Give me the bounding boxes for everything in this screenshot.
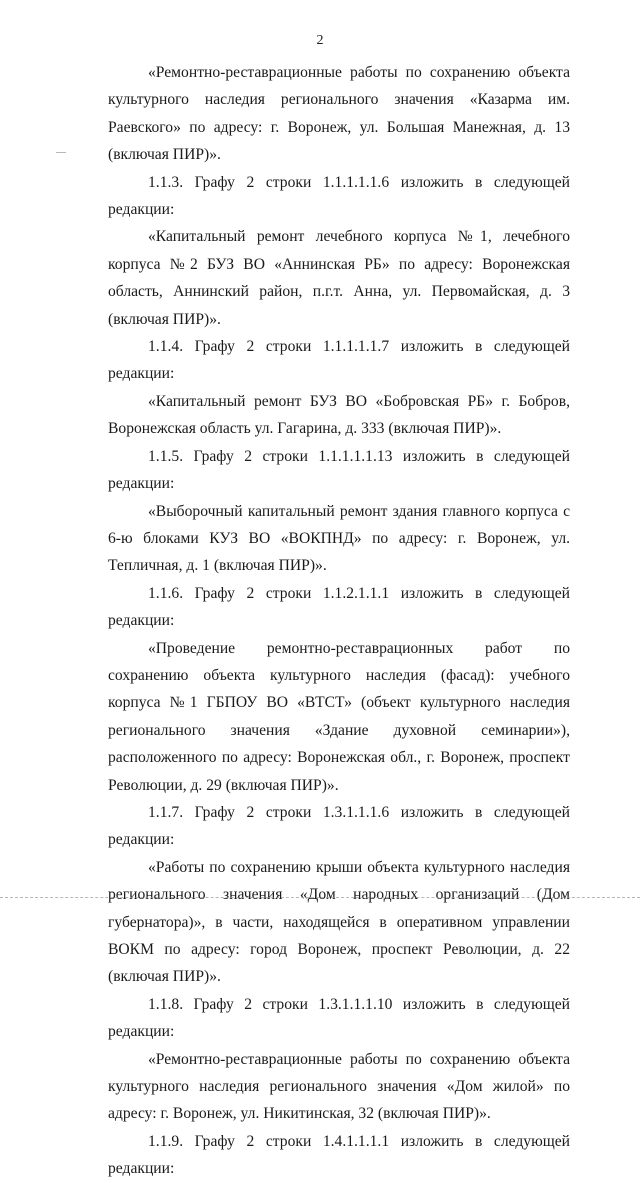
paragraph-item-1-1-3: 1.1.3. Графу 2 строки 1.1.1.1.1.6 изложить в следующей редакции:: [108, 173, 570, 219]
paragraph-quote-governor-house: «Работы по сохранению крыши объекта культурного наследия регионального значения «Дом народных организаций (Дом губернатора)», в части, находящейся в оперативном управлении ВОКМ по адресу: город Воронеж, проспект Революции, д. 22 (включая ПИР)».: [108, 858, 570, 986]
paragraph-quote-kazarma-raevskogo: «Ремонтно-реставрационные работы по сохранению объекта культурного наследия регионального значения «Казарма им. Раевского» по адресу: г. Воронеж, ул. Большая Манежная, д. 13 (включая ПИР)».: [108, 64, 570, 164]
paragraph-quote-vokpnd: «Выборочный капитальный ремонт здания главного корпуса с 6-ю блоками КУЗ ВО «ВОКПНД» по адресу: г. Воронеж, ул. Тепличная, д. 1 (включая ПИР)».: [108, 502, 570, 575]
paragraph-quote-anninskaya-rb: «Капитальный ремонт лечебного корпуса №1, лечебного корпуса №2 БУЗ ВО «Аннинская РБ» по адресу: Воронежская область, Аннинский район, п.г.т. Анна, ул. Первомайская, д. 3 (включая ПИР)».: [108, 228, 570, 328]
scan-bottom-edge: [0, 897, 640, 898]
paragraph-quote-bobrovskaya-rb: «Капитальный ремонт БУЗ ВО «Бобровская РБ» г. Бобров, Воронежская область ул. Гагарина, д. 333 (включая ПИР)».: [108, 392, 570, 438]
paragraph-quote-dom-zhiloy: «Ремонтно-реставрационные работы по сохранению объекта культурного наследия регионального значения «Дом жилой» по адресу: г. Воронеж, ул. Никитинская, 32 (включая ПИР)».: [108, 1050, 570, 1123]
paragraph-item-1-1-5: 1.1.5. Графу 2 строки 1.1.1.1.1.13 изложить в следующей редакции:: [108, 447, 570, 493]
paragraph-item-1-1-8: 1.1.8. Графу 2 строки 1.3.1.1.1.10 изложить в следующей редакции:: [108, 995, 570, 1041]
paragraph-item-1-1-4: 1.1.4. Графу 2 строки 1.1.1.1.1.7 изложить в следующей редакции:: [108, 338, 570, 383]
paragraph-item-1-1-7: 1.1.7. Графу 2 строки 1.3.1.1.1.6 изложить в следующей редакции:: [108, 803, 570, 849]
document-body: [108, 59, 570, 1183]
paragraph-quote-vtst-seminary: «Проведение ремонтно-реставрационных работ по сохранению объекта культурного наследия (фасад): учебного корпуса №1 ГБПОУ ВО «ВТСТ» (объект культурного наследия регионального значения «Здание духовной семинарии»), расположенного по адресу: Воронежская обл., г. Воронеж, проспект Революции, д. 29 (включая ПИР)».: [108, 639, 570, 794]
page-number: 2: [316, 33, 324, 48]
paragraph-item-1-1-9: 1.1.9. Графу 2 строки 1.4.1.1.1.1 изложить в следующей редакции:: [108, 1132, 570, 1178]
scan-artifact-mark: [56, 152, 66, 153]
paragraph-item-1-1-6: 1.1.6. Графу 2 строки 1.1.2.1.1.1 изложить в следующей редакции:: [108, 584, 570, 630]
